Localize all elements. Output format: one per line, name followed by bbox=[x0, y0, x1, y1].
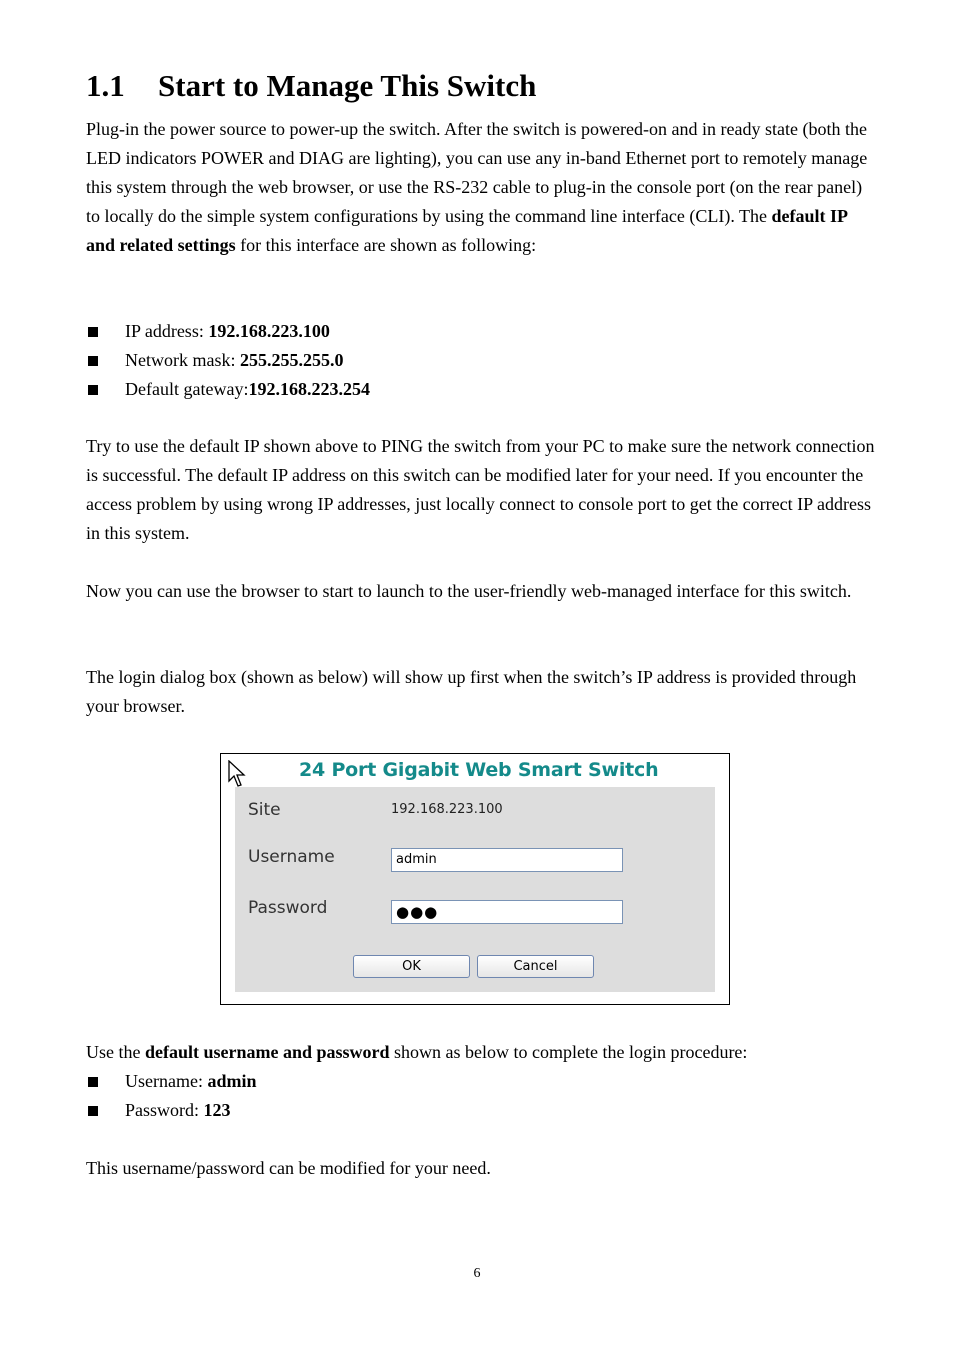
cancel-button[interactable]: Cancel bbox=[477, 955, 594, 978]
login-dialog-screenshot bbox=[220, 753, 730, 1005]
credential-label: Password: bbox=[125, 1100, 204, 1120]
login-paragraph: The login dialog box (shown as below) will show up first when the switch’s IP address is provided through your browser. bbox=[86, 667, 857, 716]
credential-value: 123 bbox=[203, 1100, 231, 1120]
list-item bbox=[86, 375, 370, 404]
password-field[interactable] bbox=[391, 900, 623, 924]
site-value: 192.168.223.100 bbox=[391, 802, 503, 817]
credentials-intro-bold: default username and password bbox=[144, 1042, 390, 1062]
list-item bbox=[86, 1067, 257, 1096]
credentials-intro-text: Use the bbox=[86, 1042, 145, 1062]
credential-label: Username: bbox=[125, 1071, 208, 1091]
section-title: Start to Manage This Switch bbox=[158, 68, 537, 103]
list-item bbox=[86, 1096, 257, 1125]
section-number: 1.1 bbox=[86, 68, 125, 103]
list-item bbox=[86, 317, 370, 346]
password-mask: ●●● bbox=[396, 903, 439, 921]
cursor-icon bbox=[228, 760, 246, 788]
list-item bbox=[86, 346, 370, 375]
square-bullet-icon bbox=[88, 1106, 98, 1116]
square-bullet-icon bbox=[88, 1077, 98, 1087]
credential-value: admin bbox=[207, 1071, 257, 1091]
intro-paragraph bbox=[86, 115, 876, 260]
setting-label: IP address: bbox=[125, 321, 209, 341]
intro-text-end: for this interface are shown as following: bbox=[235, 235, 537, 255]
square-bullet-icon bbox=[88, 385, 98, 395]
setting-label: Default gateway: bbox=[125, 379, 249, 399]
password-label: Password bbox=[248, 898, 328, 918]
closing-paragraph: This username/password can be modified for your need. bbox=[86, 1158, 491, 1178]
default-settings-list bbox=[86, 317, 370, 404]
square-bullet-icon bbox=[88, 356, 98, 366]
setting-value: 192.168.223.254 bbox=[248, 379, 370, 399]
ping-paragraph: Try to use the default IP shown above to PING the switch from your PC to make sure the network connection is successful. The default IP address on this switch can be modified later for your need. If you encounter the access problem by using wrong IP addresses, just locally connect to console port to get the correct IP address in this system. bbox=[86, 436, 875, 543]
login-form-panel bbox=[235, 787, 715, 992]
setting-value: 255.255.255.0 bbox=[239, 350, 344, 370]
browser-paragraph: Now you can use the browser to start to launch to the user-friendly web-managed interface for this switch. bbox=[86, 581, 852, 601]
credentials-list bbox=[86, 1067, 257, 1125]
credentials-intro bbox=[86, 1038, 876, 1067]
setting-value: 192.168.223.100 bbox=[208, 321, 330, 341]
intro-bold-text: default IP and related settings bbox=[86, 206, 848, 255]
page-number: 6 bbox=[473, 1266, 481, 1281]
ok-button[interactable]: OK bbox=[353, 955, 470, 978]
username-label: Username bbox=[248, 847, 335, 867]
square-bullet-icon bbox=[88, 327, 98, 337]
site-label: Site bbox=[248, 800, 281, 820]
section-heading bbox=[86, 66, 536, 106]
credentials-intro-end: shown as below to complete the login procedure: bbox=[389, 1042, 748, 1062]
dialog-title: 24 Port Gigabit Web Smart Switch bbox=[299, 759, 659, 781]
intro-text: Plug-in the power source to power-up the switch. After the switch is powered-on and in ready state (both the LED indicators POWER and DIAG are lighting), you can use any in-band Ethernet port to remotely manage this system through the web browser, or use the RS-232 cable to plug-in the console port (on the rear panel) to locally do the simple system configurations by using the command line interface (CLI). The bbox=[86, 119, 868, 226]
username-field[interactable]: admin bbox=[391, 848, 623, 872]
setting-label: Network mask: bbox=[125, 350, 240, 370]
